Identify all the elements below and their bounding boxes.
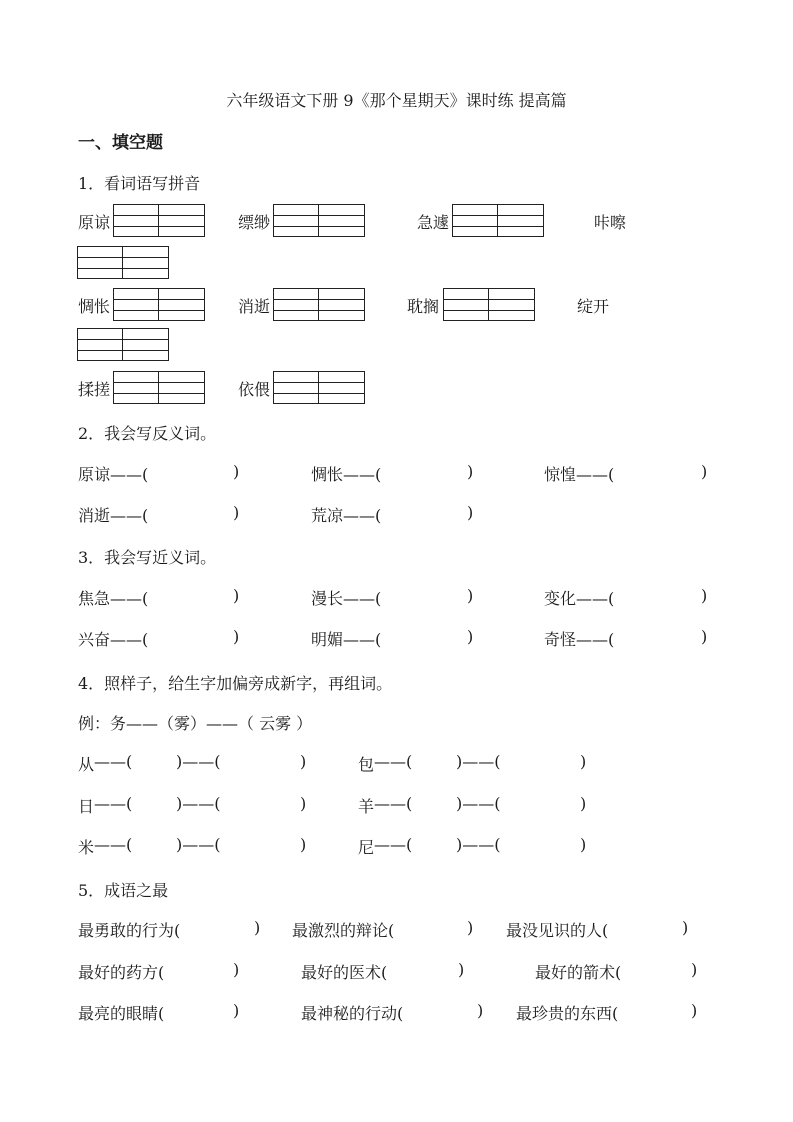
idiom-prompt: 最珍贵的东西( <box>516 1004 619 1023</box>
answer-paren[interactable]: ) <box>300 752 307 771</box>
q4-char: 从 <box>78 755 95 774</box>
answer-paren[interactable]: ) <box>691 1001 698 1020</box>
synonym-prompt: 兴奋——( <box>78 630 149 649</box>
q4-dash: ——( <box>94 794 133 813</box>
antonym-prompt: 惊惶——( <box>544 465 615 484</box>
q4-dash: ——( <box>94 752 133 771</box>
antonym-prompt: 惆怅——( <box>311 465 382 484</box>
pinyin-box[interactable] <box>77 328 169 361</box>
pinyin-box[interactable] <box>273 204 365 237</box>
pinyin-box[interactable] <box>452 204 544 237</box>
q1-word: 咔嚓 <box>594 213 627 232</box>
q4-sep[interactable]: )——( <box>176 752 221 771</box>
idiom-prompt: 最好的箭术( <box>535 963 622 982</box>
q4-sep[interactable]: )——( <box>176 835 221 854</box>
answer-paren[interactable]: ) <box>580 752 587 771</box>
pinyin-box[interactable] <box>443 288 535 321</box>
q1-word: 消逝 <box>238 297 271 316</box>
answer-paren[interactable]: ) <box>580 794 587 813</box>
q4-char: 尼 <box>358 838 375 857</box>
q1-word: 绽开 <box>577 297 610 316</box>
q4-char: 日 <box>78 797 95 816</box>
answer-paren[interactable]: ) <box>233 960 240 979</box>
q1-word: 原谅 <box>78 213 111 232</box>
q4-char: 包 <box>358 755 375 774</box>
q3-label: 3．我会写近义词。 <box>78 548 217 567</box>
q1-label: 1．看词语写拼音 <box>78 174 201 193</box>
answer-paren[interactable]: ) <box>467 503 474 522</box>
answer-paren[interactable]: ) <box>477 1001 484 1020</box>
pinyin-box[interactable] <box>113 288 205 321</box>
answer-paren[interactable]: ) <box>467 586 474 605</box>
pinyin-box[interactable] <box>273 288 365 321</box>
q1-word: 急遽 <box>417 213 450 232</box>
idiom-prompt: 最神秘的行动( <box>301 1004 404 1023</box>
idiom-prompt: 最好的医术( <box>301 963 388 982</box>
page-title: 六年级语文下册 9《那个星期天》课时练 提高篇 <box>226 91 567 110</box>
answer-paren[interactable]: ) <box>300 835 307 854</box>
synonym-prompt: 明媚——( <box>311 630 382 649</box>
q2-label: 2．我会写反义词。 <box>78 424 217 443</box>
section-heading: 一、填空题 <box>78 133 163 153</box>
q4-dash: ——( <box>374 794 413 813</box>
pinyin-box[interactable] <box>77 246 169 279</box>
synonym-prompt: 奇怪——( <box>544 630 615 649</box>
antonym-prompt: 消逝——( <box>78 506 149 525</box>
q4-char: 羊 <box>358 797 375 816</box>
answer-paren[interactable]: ) <box>467 918 474 937</box>
answer-paren[interactable]: ) <box>300 794 307 813</box>
answer-paren[interactable]: ) <box>701 586 708 605</box>
q5-label: 5．成语之最 <box>78 881 169 900</box>
idiom-prompt: 最勇敢的行为( <box>78 921 181 940</box>
q1-word: 缥缈 <box>238 213 271 232</box>
answer-paren[interactable]: ) <box>682 918 689 937</box>
answer-paren[interactable]: ) <box>233 462 240 481</box>
idiom-prompt: 最好的药方( <box>78 963 165 982</box>
answer-paren[interactable]: ) <box>691 960 698 979</box>
q1-word: 依偎 <box>238 380 271 399</box>
antonym-prompt: 原谅——( <box>78 465 149 484</box>
q4-char: 米 <box>78 838 95 857</box>
q1-word: 揉搓 <box>78 380 111 399</box>
q4-sep[interactable]: )——( <box>456 752 501 771</box>
synonym-prompt: 变化——( <box>544 589 615 608</box>
answer-paren[interactable]: ) <box>233 586 240 605</box>
pinyin-box[interactable] <box>273 371 365 404</box>
q1-word: 惆怅 <box>78 297 111 316</box>
answer-paren[interactable]: ) <box>233 503 240 522</box>
q4-dash: ——( <box>94 835 133 854</box>
q4-dash: ——( <box>374 835 413 854</box>
q4-sep[interactable]: )——( <box>456 835 501 854</box>
synonym-prompt: 漫长——( <box>311 589 382 608</box>
answer-paren[interactable]: ) <box>701 627 708 646</box>
answer-paren[interactable]: ) <box>467 627 474 646</box>
antonym-prompt: 荒凉——( <box>311 506 382 525</box>
pinyin-box[interactable] <box>113 371 205 404</box>
q4-sep[interactable]: )——( <box>176 794 221 813</box>
answer-paren[interactable]: ) <box>233 627 240 646</box>
answer-paren[interactable]: ) <box>467 462 474 481</box>
pinyin-box[interactable] <box>113 204 205 237</box>
q4-example: 例：务——（雾）——（ 云雾 ） <box>78 714 313 733</box>
q4-label: 4．照样子，给生字加偏旁成新字，再组词。 <box>78 674 393 693</box>
answer-paren[interactable]: ) <box>701 462 708 481</box>
idiom-prompt: 最亮的眼睛( <box>78 1004 165 1023</box>
synonym-prompt: 焦急——( <box>78 589 149 608</box>
q4-sep[interactable]: )——( <box>456 794 501 813</box>
idiom-prompt: 最激烈的辩论( <box>292 921 395 940</box>
q1-word: 耽搁 <box>407 297 440 316</box>
answer-paren[interactable]: ) <box>458 960 465 979</box>
q4-dash: ——( <box>374 752 413 771</box>
answer-paren[interactable]: ) <box>254 918 261 937</box>
answer-paren[interactable]: ) <box>580 835 587 854</box>
idiom-prompt: 最没见识的人( <box>506 921 609 940</box>
answer-paren[interactable]: ) <box>233 1001 240 1020</box>
